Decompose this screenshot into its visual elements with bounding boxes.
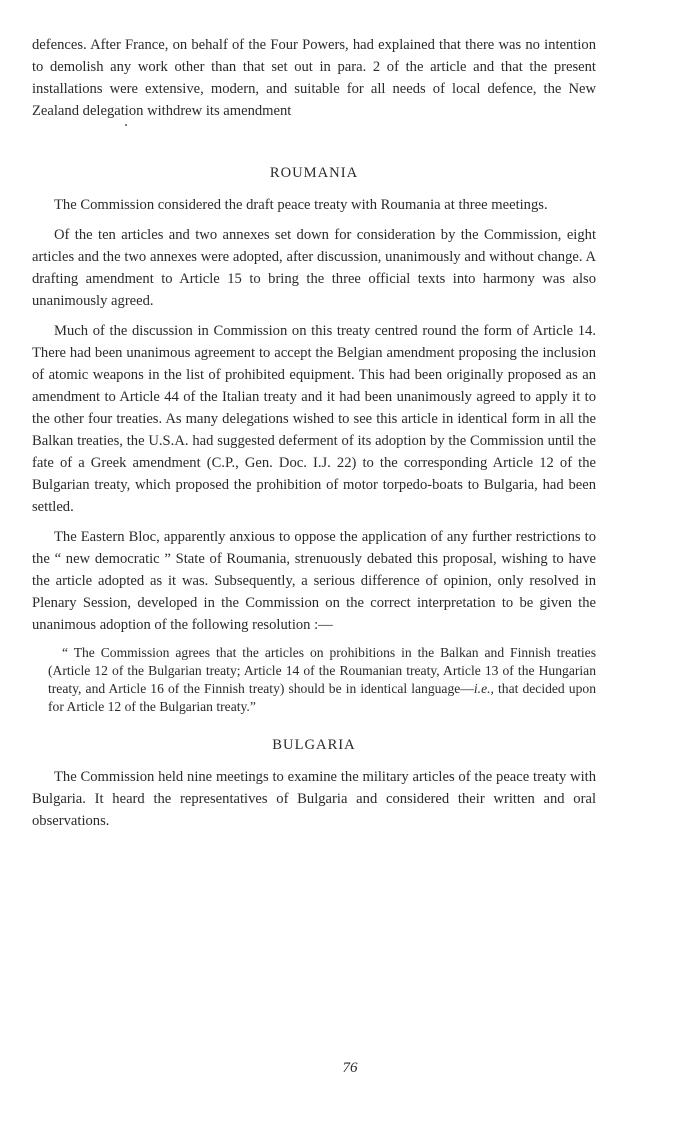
paragraph-article-14: Much of the discussion in Commission on this treaty centred round the form of Article 14. There had been unanimous agreement to accept the Belgian amendment proposing the inclusion of atomic weapons in the list of prohibited equipment. This had been originally proposed as an amendment to Article 44 of the Italian treaty and it had been unanimously agreed to apply it to the other four treaties. As many delegations wished to see this article in identical form in all the Balkan treaties, the U.S.A. had suggested deferment of its adoption by the Commission until the fate of a Greek amendment (C.P., Gen. Doc. I.J. 22) to the corresponding Article 12 of the Bulgarian treaty, which proposed the prohibition of motor torpedo-boats to Bulgaria, had been settled. [32,323,596,515]
paragraph-bulgaria-meetings: The Commission held nine meetings to examine the military articles of the peace treaty with Bulgaria. It heard the representatives of Bulgaria and considered their written and oral observations. [32,769,596,829]
paragraph-eastern-bloc: The Eastern Bloc, apparently anxious to oppose the application of any further restrictions to the “ new democratic ” State of Roumania, strenuously debated this proposal, wishing to have the article adopted as it was. Subsequently, a serious difference of opinion, only resolved in Plenary Session, developed in the Commission on the correct interpretation to be given the unanimous adoption of the following resolution :— [32,529,596,633]
paragraph-new-zealand-amendment: defences. After France, on behalf of the Four Powers, had explained that there was no intention to demolish any work other than that set out in para. 2 of the article and that the present installations were extensive, modern, and suitable for all needs of local defence, the New Zealand delegation withdrew its amendment [32,37,596,119]
paragraph-roumania-articles: Of the ten articles and two annexes set down for consideration by the Commission, eight articles and the two annexes were adopted, after discussion, unanimously and without change. A drafting amendment to Article 15 to bring the three official texts into harmony was also unanimously agreed. [32,227,596,309]
stray-mark [125,124,127,126]
section-heading-bulgaria: BULGARIA [272,737,356,753]
paragraph-roumania-meetings: The Commission considered the draft peace treaty with Roumania at three meetings. [54,197,548,213]
resolution-quote [48,644,596,716]
page-number: 76 [342,1060,358,1076]
section-heading-roumania: ROUMANIA [269,165,359,181]
quote-text-start: “ The Commission agrees that the articles on prohibitions in the Balkan and Finnish treaties (Article 12 of the Bulgarian treaty; Article 14 of the Roumanian treaty, Article 13 of the Hungarian treaty, and Article 16 of the Finnish treaty) should be in identical language— [48,645,596,696]
page-body [32,34,596,840]
quote-text-ie: i.e., [473,681,494,696]
quote-text-end: that decided upon for Article 12 of the Bulgarian treaty.” [48,681,596,714]
